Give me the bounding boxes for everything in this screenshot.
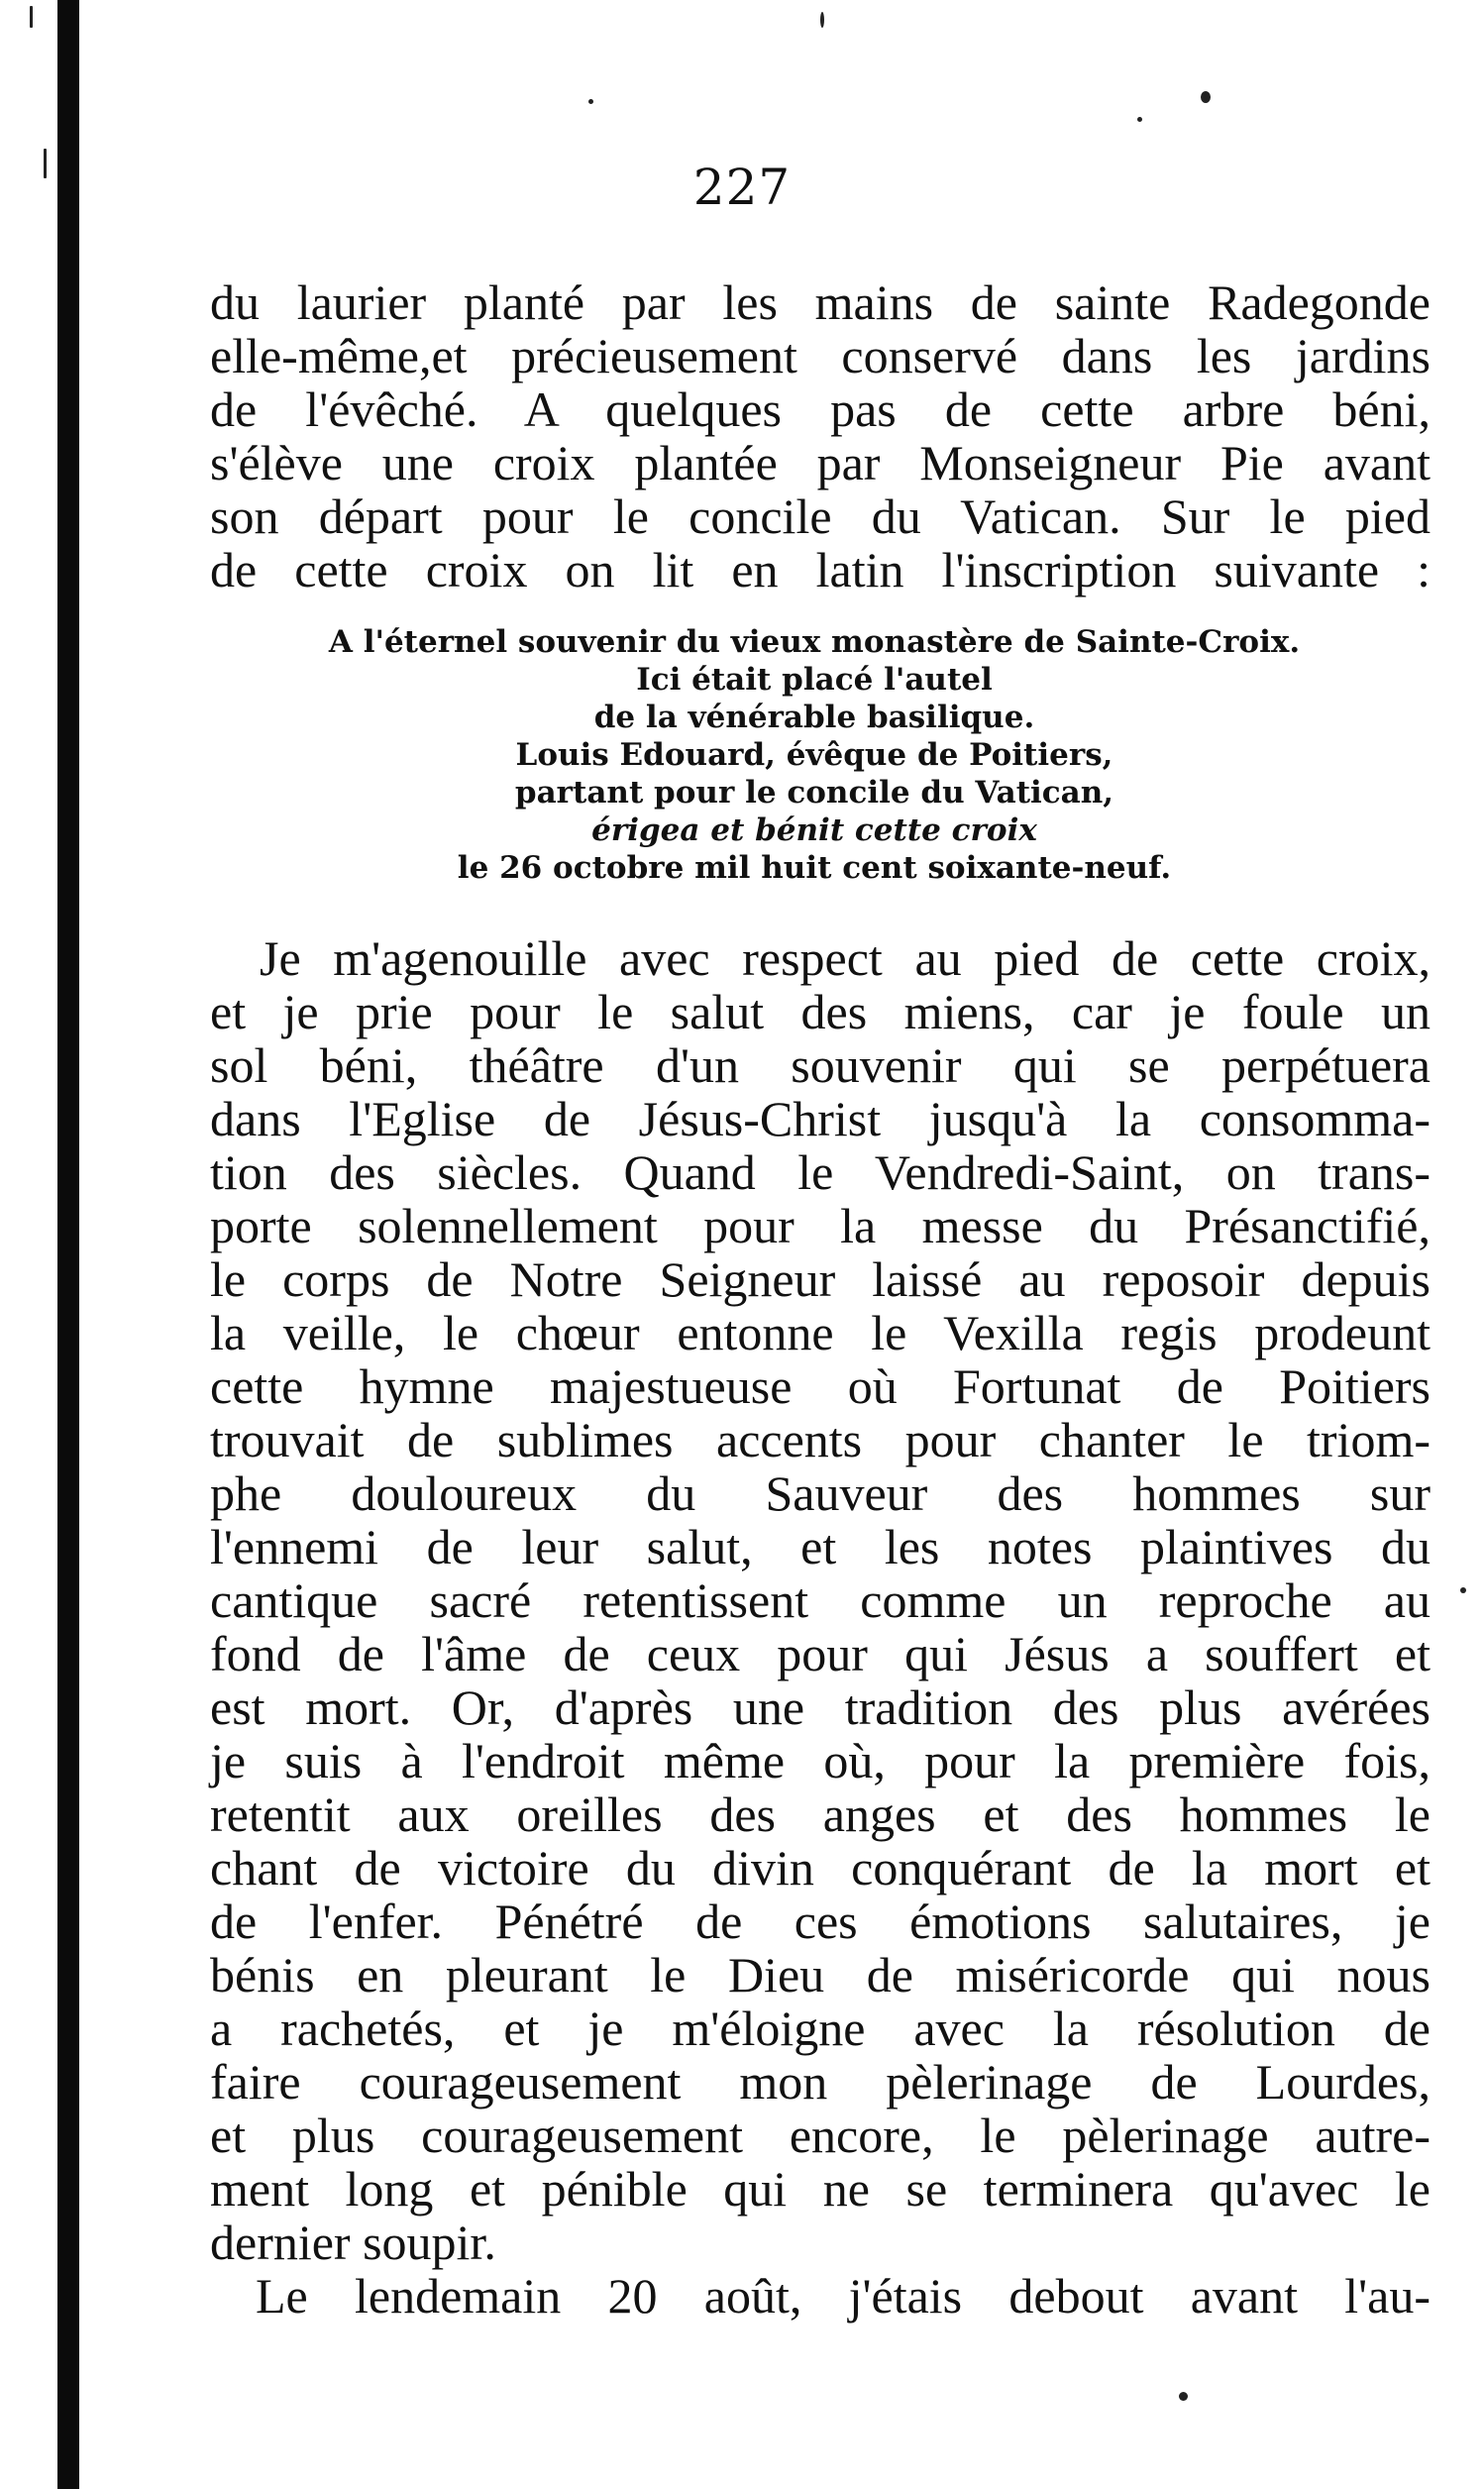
text-line: elle-même,et précieusement conservé dans les jardins <box>210 328 1431 383</box>
text-line: a rachetés, et je m'éloigne avec la résolution de <box>210 2001 1431 2056</box>
inscription-line: partant pour le concile du Vatican, <box>514 775 1114 811</box>
text-line: la veille, le chœur entonne le Vexilla regis prodeunt <box>210 1305 1431 1360</box>
text-line: de l'évêché. A quelques pas de cette arbre béni, <box>210 381 1431 437</box>
text-line: cette hymne majestueuse où Fortunat de Poitiers <box>210 1358 1431 1414</box>
inscription-line: de la vénérable basilique. <box>593 700 1035 735</box>
text-line: trouvait de sublimes accents pour chanter le triom- <box>210 1412 1431 1467</box>
text-line: retentit aux oreilles des anges et des hommes le <box>210 1786 1431 1842</box>
ink-speck <box>1201 91 1211 103</box>
text-line: du laurier planté par les mains de sainte Radegonde <box>210 274 1431 330</box>
text-line: le corps de Notre Seigneur laissé au reposoir depuis <box>210 1251 1431 1307</box>
text-line: et je prie pour le salut des miens, car je foule un <box>210 984 1431 1039</box>
text-line: sol béni, théâtre d'un souvenir qui se perpétuera <box>210 1037 1431 1093</box>
ink-speck <box>1179 2392 1188 2401</box>
text-line: l'ennemi de leur salut, et les notes plaintives du <box>210 1519 1431 1574</box>
text-line: bénis en pleurant le Dieu de miséricorde qui nous <box>210 1947 1431 2002</box>
ink-speck <box>588 99 593 104</box>
text-line: Le lendemain 20 août, j'étais debout avant l'au- <box>256 2268 1431 2324</box>
inscription-line: érigea et bénit cette croix <box>591 812 1037 848</box>
text-line: Je m'agenouille avec respect au pied de cette croix, <box>260 930 1431 986</box>
text-line: s'élève une croix plantée par Monseigneur Pie avant <box>210 435 1431 490</box>
text-line: ment long et pénible qui ne se terminera qu'avec le <box>210 2161 1431 2217</box>
inscription-line: A l'éternel souvenir du vieux monastère de Sainte-Croix. <box>328 624 1301 660</box>
text-line: je suis à l'endroit même où, pour la première fois, <box>210 1733 1431 1788</box>
text-line: cantique sacré retentissent comme un reproche au <box>210 1572 1431 1628</box>
text-line: dernier soupir. <box>210 2215 496 2270</box>
text-line: phe douloureux du Sauveur des hommes sur <box>210 1465 1431 1521</box>
text-line: fond de l'âme de ceux pour qui Jésus a souffert et <box>210 1626 1431 1681</box>
inscription-line: Louis Edouard, évêque de Poitiers, <box>515 737 1113 773</box>
text-line: chant de victoire du divin conquérant de la mort et <box>210 1840 1431 1895</box>
ink-speck <box>820 12 824 28</box>
text-line: de cette croix on lit en latin l'inscription suivante : <box>210 542 1431 597</box>
ink-speck <box>1137 117 1142 122</box>
text-line: de l'enfer. Pénétré de ces émotions salutaires, je <box>210 1894 1431 1949</box>
text-line: faire courageusement mon pèlerinage de Lourdes, <box>210 2054 1431 2110</box>
text-line: est mort. Or, d'après une tradition des plus avérées <box>210 1679 1431 1735</box>
ink-speck <box>1460 1587 1466 1593</box>
binding-edge <box>57 0 79 2489</box>
text-line: son départ pour le concile du Vatican. Sur le pied <box>210 488 1431 544</box>
inscription-line: Ici était placé l'autel <box>636 662 993 698</box>
text-line: porte solennellement pour la messe du Présanctifié, <box>210 1198 1431 1253</box>
ink-speck <box>30 6 33 28</box>
text-line: et plus courageusement encore, le pèlerinage autre- <box>210 2108 1431 2163</box>
page-number: 227 <box>692 159 792 216</box>
text-line: dans l'Eglise de Jésus-Christ jusqu'à la consomma- <box>210 1091 1431 1146</box>
inscription-line: le 26 octobre mil huit cent soixante-neuf. <box>457 850 1172 886</box>
text-line: tion des siècles. Quand le Vendredi-Saint, on trans- <box>210 1144 1431 1200</box>
